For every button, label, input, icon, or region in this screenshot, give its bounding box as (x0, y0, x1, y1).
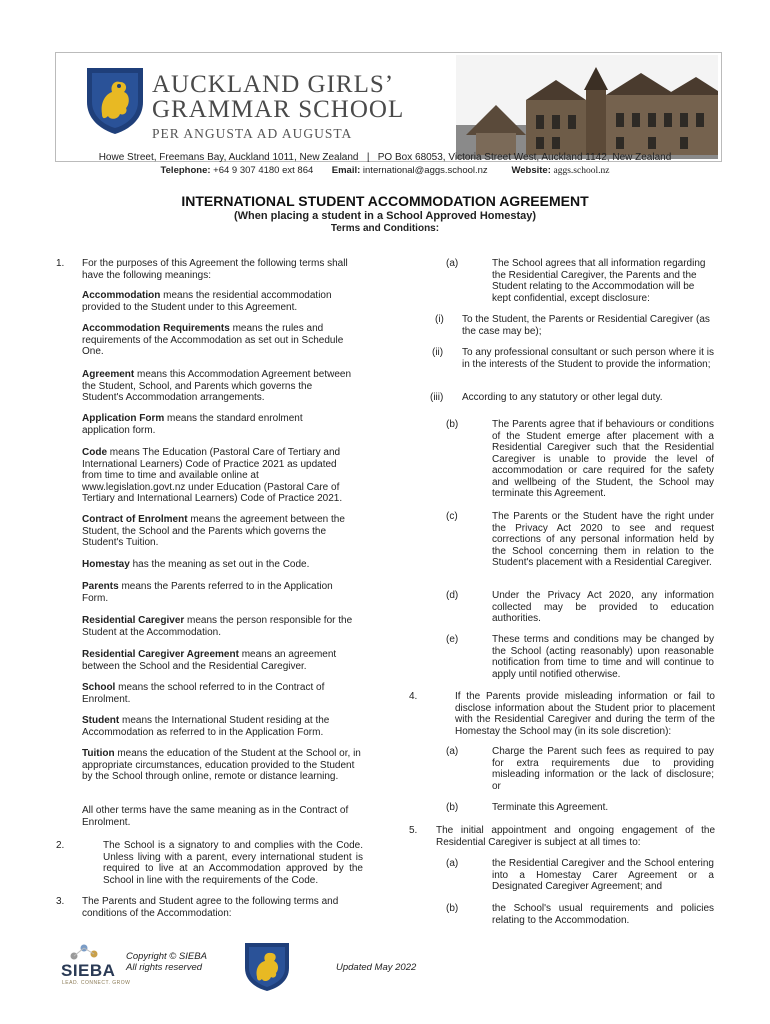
definition-item (82, 290, 352, 313)
definition-term: Student (82, 715, 120, 726)
clause-4-number: 4. (409, 691, 418, 702)
clause-5-number: 5. (409, 825, 418, 836)
definition-term: Homestay (82, 559, 130, 570)
address-separator: | (366, 152, 370, 163)
definition-item (82, 413, 332, 436)
definition-text: means the International Student residing at the Accommodation as referred to in the Application Form. (82, 715, 330, 738)
terms-heading: Terms and Conditions: (330, 223, 440, 234)
rights-text: All rights reserved (126, 962, 203, 973)
definition-term: Agreement (82, 369, 135, 380)
definition-term: Residential Caregiver (82, 615, 185, 626)
other-terms-note: All other terms have the same meaning as in the Contract of Enrolment. (82, 805, 349, 828)
website-value[interactable]: aggs.school.nz (553, 166, 610, 176)
definition-text: means the Parents referred to in the Application Form. (82, 581, 333, 604)
school-name-line1: AUCKLAND GIRLS’ (152, 71, 395, 98)
clause-1-number: 1. (56, 258, 65, 269)
definition-item (82, 559, 357, 571)
definition-text: means the agreement between the Student, the School and the Parents which governs the Student's Tuition. (82, 514, 345, 548)
clause-3d-label: (d) (446, 590, 459, 601)
clause-3a-label: (a) (446, 258, 459, 269)
clause-3a-i-text: To the Student, the Parents or Residential Caregiver (as the case may be); (462, 314, 710, 337)
definition-text: means the education of the Student at the School or, in appropriate circumstances, education provided to the Student by the School through online, remote or distance learning. (82, 748, 361, 782)
updated-date: Updated May 2022 (336, 962, 417, 973)
street-address: Howe Street, Freemans Bay, Auckland 1011, New Zealand (98, 152, 359, 163)
clause-3a-ii-label: (ii) (432, 347, 444, 358)
clause-3e-label: (e) (446, 634, 459, 645)
clause-3d-text: Under the Privacy Act 2020, any information collected may be provided to education authorities. (492, 590, 714, 624)
clause-3a-iii-label: (iii) (430, 392, 444, 403)
clause-5a-text: the Residential Caregiver and the School entering into a Homestay Carer Agreement or a Designated Caregiver Agreement; and (492, 858, 714, 892)
definition-text: means this Accommodation Agreement between the Student, School, and Parents which governs the Student's Accommodation arrangements. (82, 369, 352, 403)
definition-term: Application Form (82, 413, 165, 424)
school-name (152, 72, 404, 122)
copyright-text: Copyright © SIEBA (126, 951, 207, 962)
definition-term: Tuition (82, 748, 115, 759)
clause-4b-text: Terminate this Agreement. (492, 802, 609, 813)
document-title: INTERNATIONAL STUDENT ACCOMMODATION AGREEMENT (181, 193, 589, 209)
definition-text: means the residential accommodation provided to the Student under to this Agreement. (82, 290, 332, 313)
clause-1-text: For the purposes of this Agreement the following terms shall have the following meanings: (82, 258, 348, 281)
clause-3a-ii-text: To any professional consultant or such person where it is in the interests of the Student to provide the information; (462, 347, 714, 370)
copyright-notice (126, 951, 207, 973)
po-box-address: PO Box 68053, Victoria Street West, Auckland 1142, New Zealand (377, 152, 672, 163)
sieba-logo-text: SIEBA (61, 961, 116, 980)
definition-item (82, 748, 362, 783)
definition-text: means the school referred to in the Contract of Enrolment. (82, 682, 325, 705)
telephone-value: +64 9 307 4180 ext 864 (213, 165, 314, 176)
definition-text: means the rules and requirements of the Accommodation as set out in Schedule One. (82, 323, 344, 357)
clause-3a-i-label: (i) (435, 314, 444, 325)
definition-term: Parents (82, 581, 119, 592)
clause-4a-text: Charge the Parent such fees as required to pay for extra requirements due to providing misleading information or the lack of disclosure; or (492, 746, 714, 792)
sieba-tagline: LEAD. CONNECT. GROW (62, 980, 131, 986)
address-line (0, 152, 770, 163)
clause-5b-label: (b) (446, 903, 459, 914)
definition-term: Accommodation Requirements (82, 323, 230, 334)
sieba-logo-icon (62, 942, 112, 962)
definition-term: Accommodation (82, 290, 161, 301)
definition-item (82, 323, 357, 358)
clause-2-text: The School is a signatory to and complies with the Code. Unless living with a parent, every international student is required to live at an Accommodation approved by the School in line with the requirements of the Code. (103, 840, 363, 886)
definition-term: Residential Caregiver Agreement (82, 649, 239, 660)
clause-4a-label: (a) (446, 746, 459, 757)
clause-5b-text: the School's usual requirements and policies relating to the Accommodation. (492, 903, 714, 926)
definition-item (82, 615, 357, 638)
school-motto: PER ANGUSTA AD AUGUSTA (152, 126, 353, 141)
clause-3b-text: The Parents agree that if behaviours or conditions of the Student emerge after placement with a Residential Caregiver such that the Residential Caregiver is unable to provide the level of accommodation or care required for the safety and wellbeing of the Student, the School may terminate this Agreement. (492, 419, 714, 499)
email-value[interactable]: international@aggs.school.nz (362, 165, 488, 176)
definition-item (82, 369, 352, 404)
document-subtitle: (When placing a student in a School Approved Homestay) (233, 210, 537, 222)
definition-text: means an agreement between the School and the Residential Caregiver. (82, 649, 337, 672)
definition-term: Contract of Enrolment (82, 514, 188, 525)
definition-text: has the meaning as set out in the Code. (129, 559, 310, 570)
definition-text: means the person responsible for the Student at the Accommodation. (82, 615, 353, 638)
clause-3b-label: (b) (446, 419, 459, 430)
clause-3-text: The Parents and Student agree to the following terms and conditions of the Accommodation: (82, 896, 339, 919)
definition-text: means The Education (Pastoral Care of Tertiary and International Learners) Code of Practice 2021 as updated from time to time and available online at www.legislation.govt.nz under Education (Pastoral Care of Tertiary and International Learners) Code of Practice 2021. (82, 447, 343, 504)
clause-3c-label: (c) (446, 511, 458, 522)
definition-item (82, 447, 357, 505)
email-label: Email: (331, 165, 361, 176)
telephone-label: Telephone: (160, 165, 211, 176)
definition-item (82, 715, 357, 738)
clause-4-text: If the Parents provide misleading information or fail to disclose information about the Student prior to placement with the Residential Caregiver and during the term of the Homestay the School may (in its sole discretion): (455, 691, 715, 737)
definition-item (82, 649, 357, 672)
definition-term: Code (82, 447, 107, 458)
definition-term: School (82, 682, 116, 693)
school-building-photo (456, 55, 718, 159)
clause-5a-label: (a) (446, 858, 459, 869)
definition-item (82, 682, 357, 705)
clause-3e-text: These terms and conditions may be changed by the School (acting reasonably) upon reasonable notification from time to time and will continue to apply until notified otherwise. (492, 634, 714, 680)
definition-text: means the standard enrolment application form. (82, 413, 303, 436)
school-crest-icon (84, 64, 146, 136)
clause-3-number: 3. (56, 896, 65, 907)
contact-line (0, 165, 770, 176)
school-name-line2: GRAMMAR SCHOOL (152, 96, 405, 123)
footer-school-crest-icon (243, 940, 291, 992)
website-label: Website: (511, 165, 551, 176)
clause-5-text: The initial appointment and ongoing engagement of the Residential Caregiver is subject at all times to: (436, 825, 715, 848)
definition-item (82, 581, 357, 604)
clause-2-number: 2. (56, 840, 65, 851)
clause-3c-text: The Parents or the Student have the right under the Privacy Act 2020 to see and request corrections of any personal information held by the School concerning them in relation to the Student's placement with a Residential Caregiver. (492, 511, 714, 568)
definition-item (82, 514, 357, 549)
clause-4b-label: (b) (446, 802, 459, 813)
clause-3a-iii-text: According to any statutory or other legal duty. (462, 392, 663, 403)
clause-3a-text: The School agrees that all information regarding the Residential Caregiver, the Parents and the Student relating to the Accommodation will be kept confidential, except disclosure: (492, 258, 706, 304)
